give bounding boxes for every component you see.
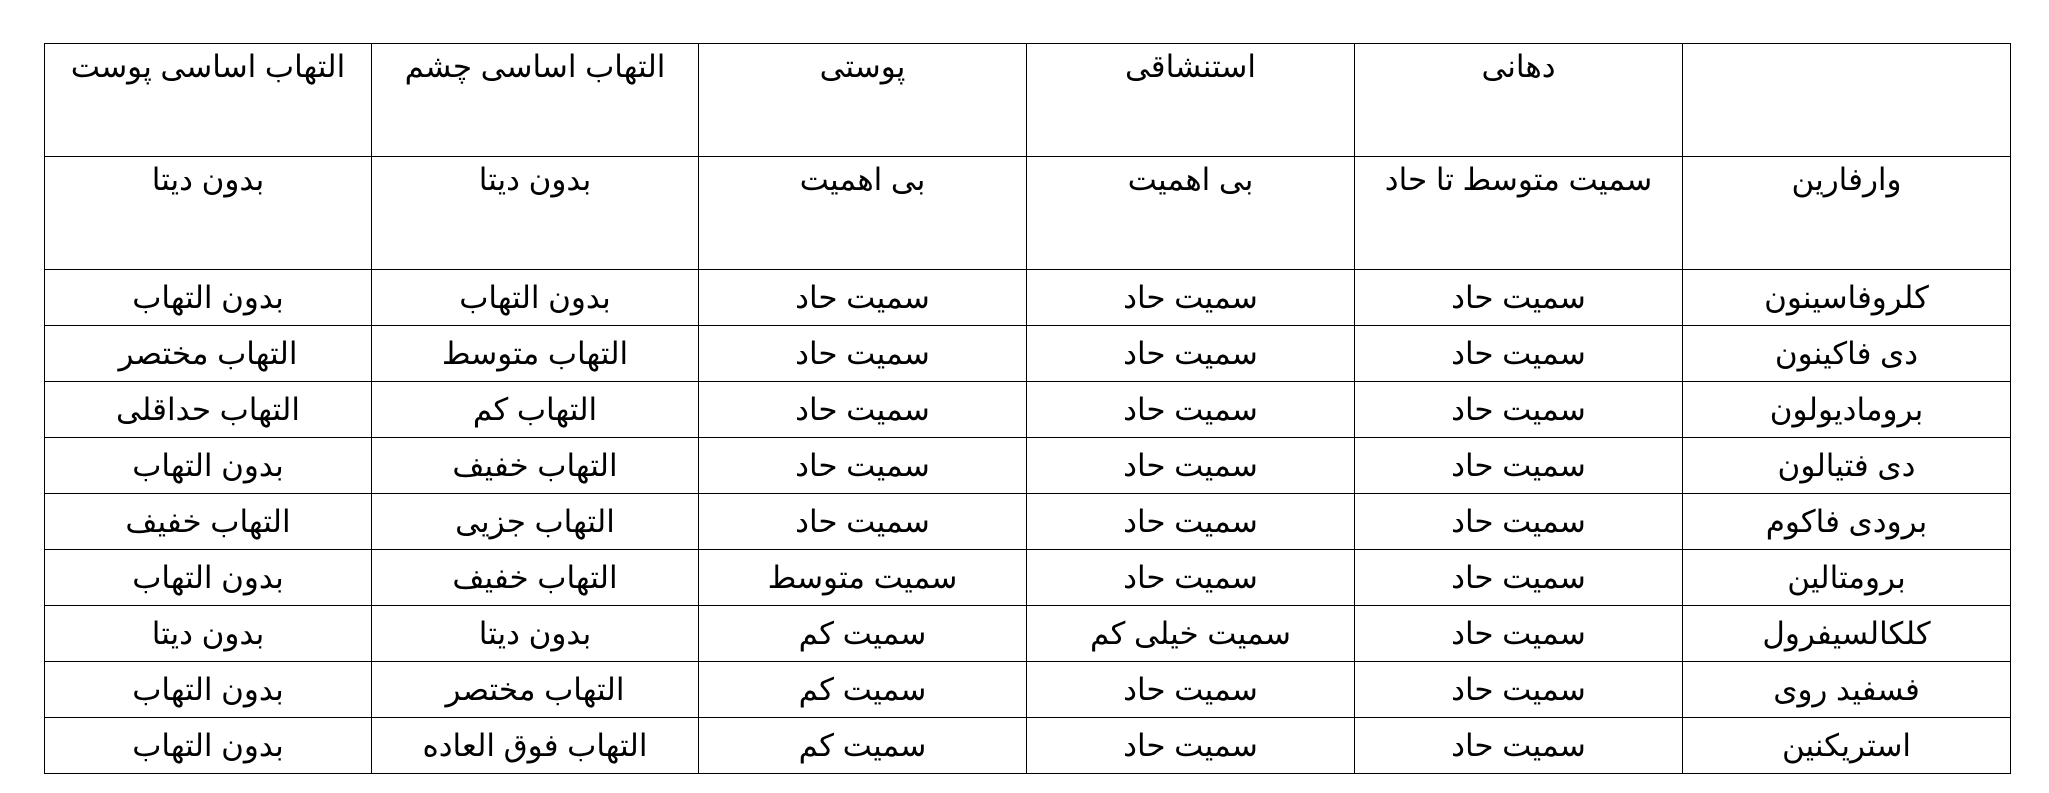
header-cell-substance [1683,44,2011,157]
table-cell: سمیت متوسط تا حاد [1355,157,1683,270]
table-row [45,494,2011,550]
table-cell: برومتالین [1683,550,2011,606]
table-cell: بدون التهاب [45,550,372,606]
table-cell: بدون التهاب [45,662,372,718]
table-cell: سمیت حاد [1355,662,1683,718]
table-row [45,326,2011,382]
table-cell: استریکنین [1683,718,2011,774]
table-cell: دی فاکینون [1683,326,2011,382]
header-row [45,44,2011,157]
toxicity-table-container [44,43,2010,774]
table-cell: التهاب متوسط [372,326,699,382]
table-cell: سمیت خیلی کم [1027,606,1355,662]
table-cell: بدون دیتا [372,157,699,270]
table-cell: التهاب جزیی [372,494,699,550]
table-cell: وارفارین [1683,157,2011,270]
table-row [45,382,2011,438]
table-cell: سمیت حاد [1027,662,1355,718]
table-cell: سمیت حاد [699,438,1027,494]
header-cell-skin-irritation: التهاب اساسی پوست [45,44,372,157]
table-cell: التهاب مختصر [45,326,372,382]
table-cell: بی اهمیت [699,157,1027,270]
table-row [45,718,2011,774]
table-cell: التهاب فوق العاده [372,718,699,774]
table-row [45,438,2011,494]
header-cell-dermal: پوستی [699,44,1027,157]
table-cell: بدون التهاب [45,718,372,774]
table-cell: بدون التهاب [372,270,699,326]
table-cell: کلکالسیفرول [1683,606,2011,662]
header-cell-eye-irritation: التهاب اساسی چشم [372,44,699,157]
table-cell: سمیت حاد [1027,438,1355,494]
header-cell-inhalation: استنشاقی [1027,44,1355,157]
table-cell: سمیت کم [699,606,1027,662]
table-cell: بدون التهاب [45,270,372,326]
table-cell: التهاب خفیف [45,494,372,550]
header-cell-oral: دهانی [1355,44,1683,157]
table-cell: سمیت حاد [1355,718,1683,774]
table-cell: سمیت حاد [1027,382,1355,438]
table-cell: التهاب خفیف [372,438,699,494]
table-row [45,606,2011,662]
table-cell: فسفید روی [1683,662,2011,718]
table-cell: سمیت حاد [699,326,1027,382]
table-cell: سمیت کم [699,718,1027,774]
table-cell: بدون التهاب [45,438,372,494]
table-cell: کلروفاسینون [1683,270,2011,326]
table-cell: برودی فاکوم [1683,494,2011,550]
table-cell: سمیت حاد [699,270,1027,326]
table-cell: سمیت حاد [1355,326,1683,382]
table-cell: التهاب کم [372,382,699,438]
table-row [45,662,2011,718]
table-cell: سمیت حاد [1355,270,1683,326]
table-cell: سمیت حاد [1355,382,1683,438]
table-cell: سمیت حاد [1355,550,1683,606]
table-cell: بدون دیتا [45,606,372,662]
table-cell: سمیت حاد [699,494,1027,550]
table-cell: بدون دیتا [372,606,699,662]
table-row [45,157,2011,270]
table-cell: سمیت حاد [1027,326,1355,382]
table-cell: بدون دیتا [45,157,372,270]
table-cell: سمیت حاد [1027,550,1355,606]
table-cell: بی اهمیت [1027,157,1355,270]
table-row [45,550,2011,606]
table-cell: سمیت حاد [1355,606,1683,662]
table-cell: سمیت حاد [699,382,1027,438]
table-cell: سمیت حاد [1355,438,1683,494]
table-cell: سمیت حاد [1027,270,1355,326]
table-cell: سمیت متوسط [699,550,1027,606]
toxicity-table [44,43,2011,774]
table-cell: التهاب مختصر [372,662,699,718]
table-cell: سمیت کم [699,662,1027,718]
table-row [45,270,2011,326]
table-cell: سمیت حاد [1027,494,1355,550]
table-cell: برومادیولون [1683,382,2011,438]
table-cell: سمیت حاد [1027,718,1355,774]
table-cell: التهاب خفیف [372,550,699,606]
table-cell: سمیت حاد [1355,494,1683,550]
table-cell: التهاب حداقلی [45,382,372,438]
table-cell: دی فتیالون [1683,438,2011,494]
